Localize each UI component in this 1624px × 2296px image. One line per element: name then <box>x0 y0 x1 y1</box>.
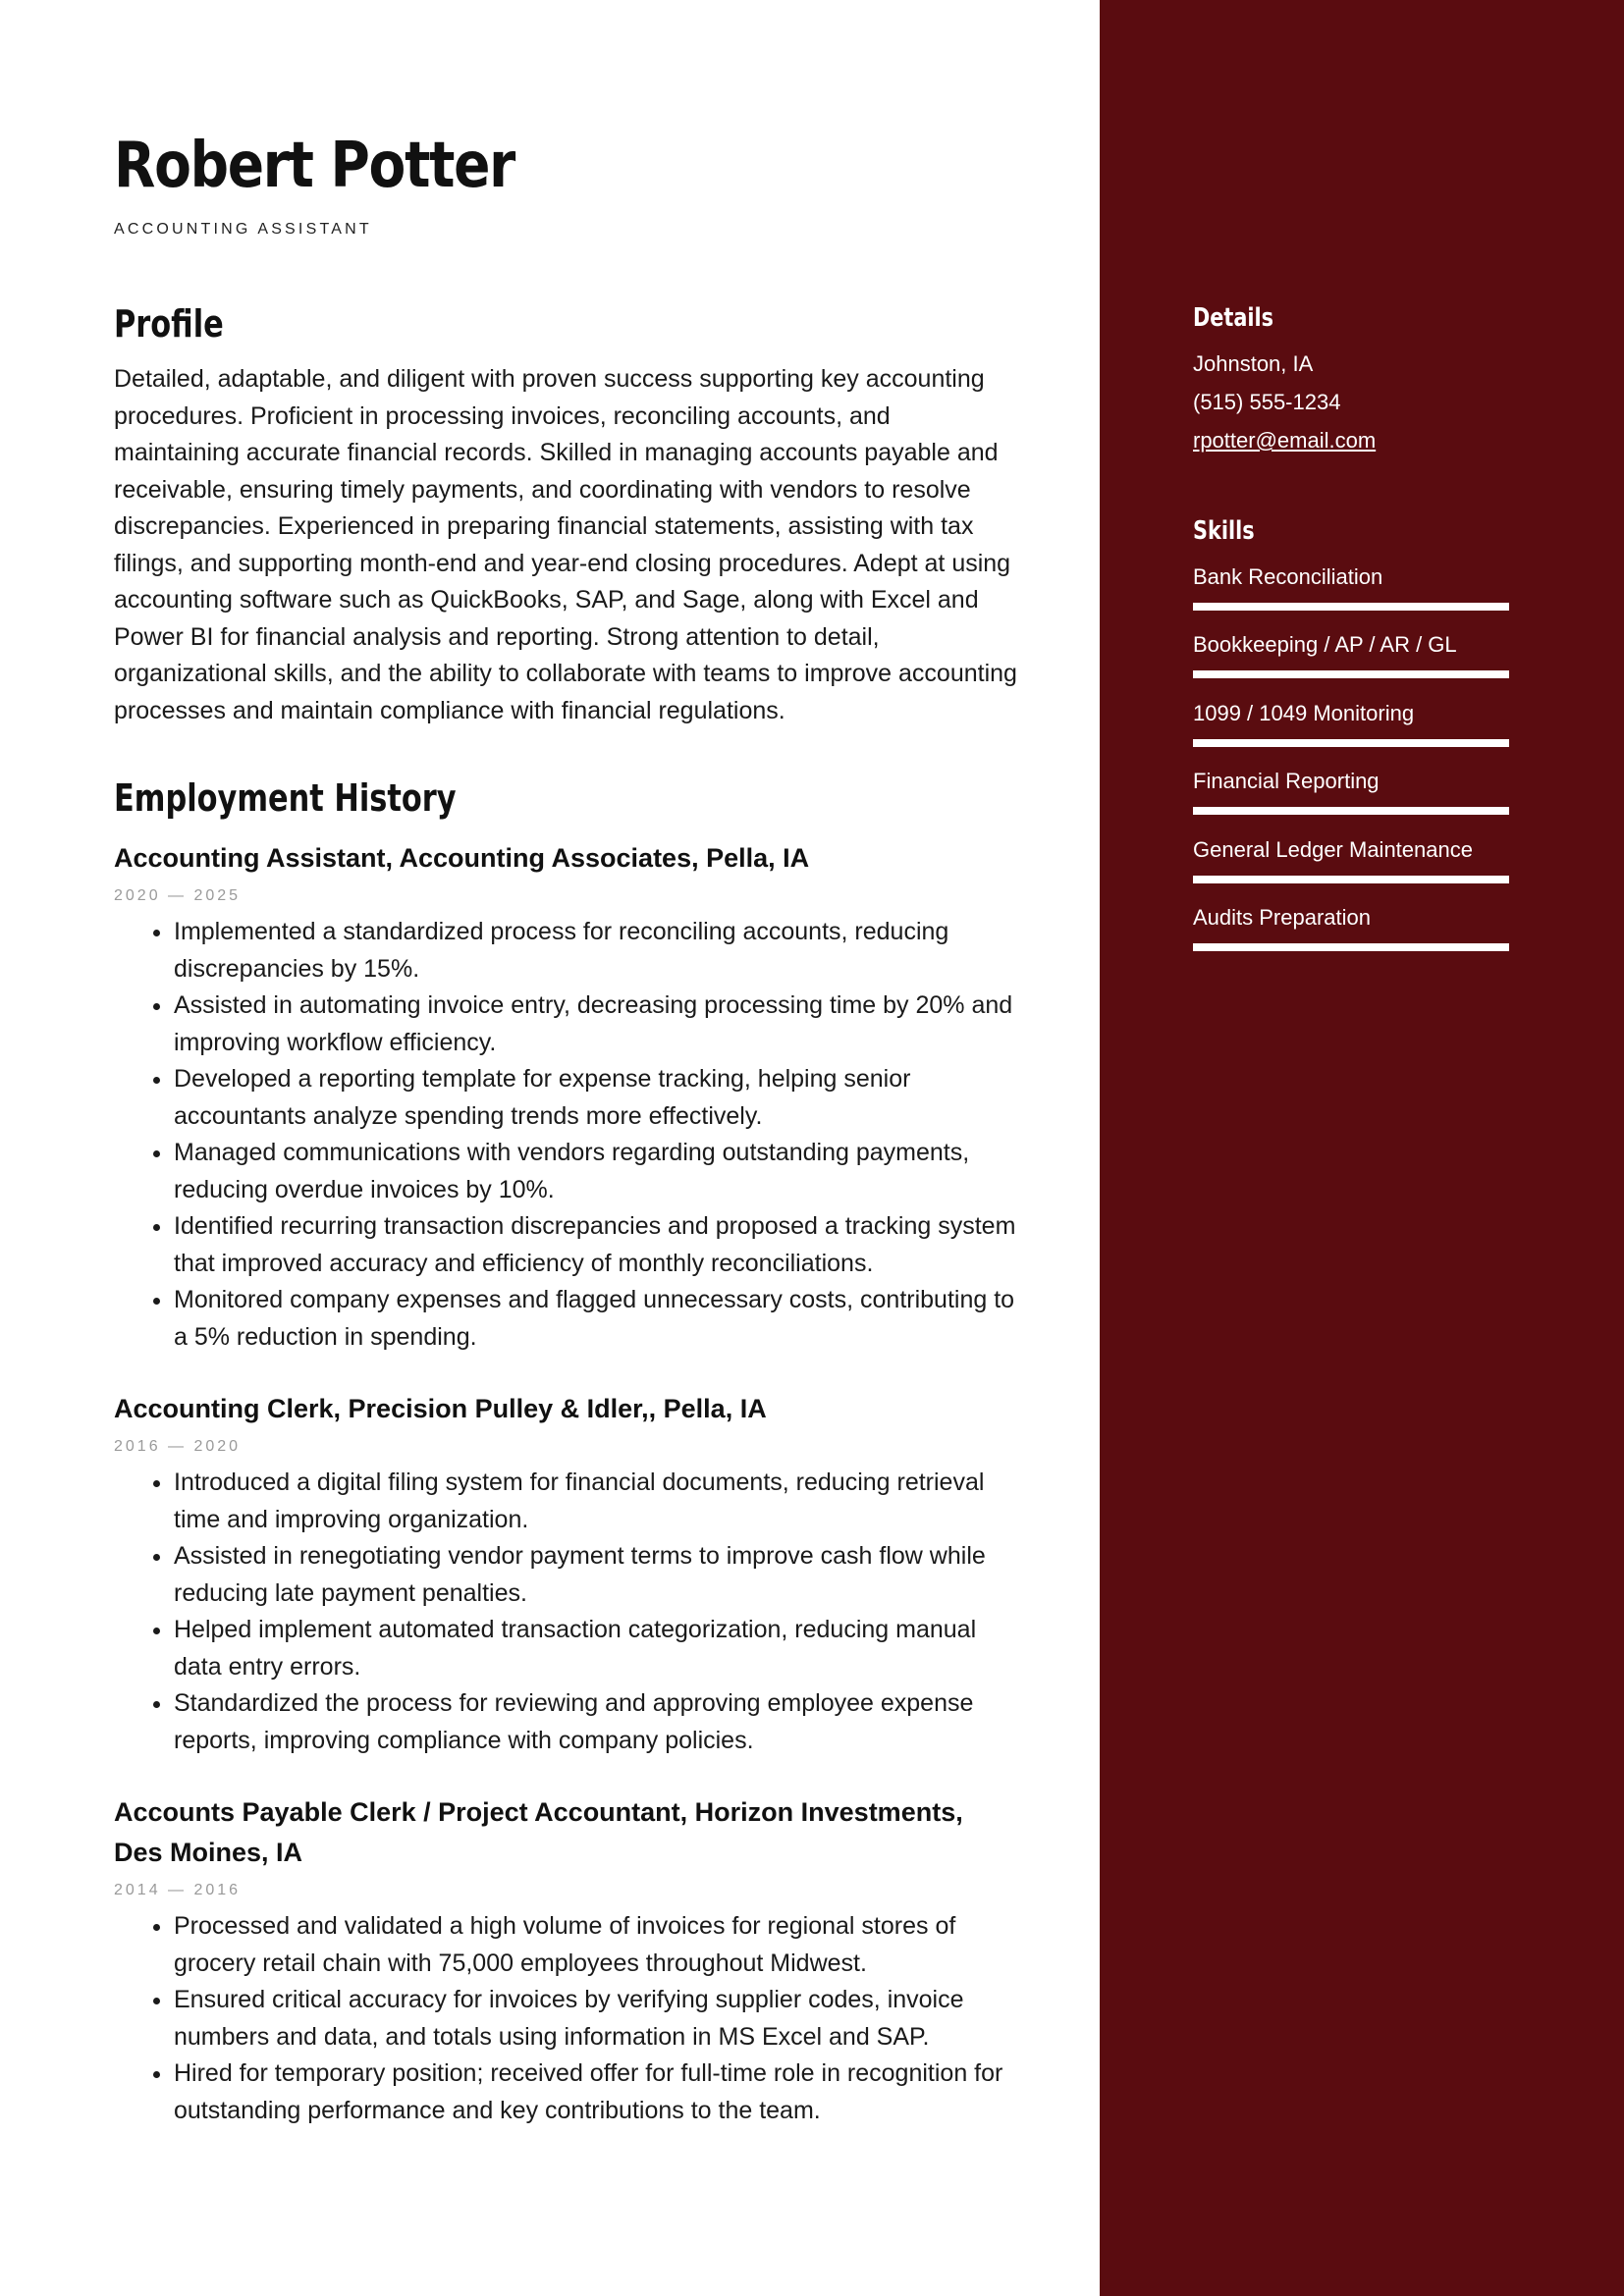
job-heading: Accounting Assistant, Accounting Associates, Pella, IA <box>114 843 810 873</box>
job-heading: Accounts Payable Clerk / Project Accountant, Horizon Investments, Des Moines, IA <box>114 1797 963 1867</box>
phone-text: (515) 555-1234 <box>1193 390 1341 414</box>
job-dates: 2020 — 2025 <box>114 887 242 904</box>
job-bullet: • Implemented a standardized process for reconciling accounts, reducing discrepancies by 15%. <box>174 914 1017 988</box>
job-bullet: • Processed and validated a high volume of invoices for regional stores of grocery retail chain with 75,000 employees throughout Midwest. <box>174 1908 1017 1982</box>
skill-name: 1099 / 1049 Monitoring <box>1193 701 1415 725</box>
job-bullet: • Assisted in automating invoice entry, decreasing processing time by 20% and improving workflow efficiency. <box>174 988 1017 1061</box>
job-dates: 2016 — 2020 <box>114 1438 242 1455</box>
skill-name: Audits Preparation <box>1193 905 1371 930</box>
skill-level-bar <box>1193 876 1509 883</box>
job-bullet: • Identified recurring transaction discrepancies and proposed a tracking system that improved accuracy and efficiency of monthly reconciliations. <box>174 1208 1017 1282</box>
profile-heading: Profile <box>114 302 224 346</box>
job-entry <box>114 1389 1017 1759</box>
skills-heading: Skills <box>1193 516 1255 546</box>
skill-level-bar <box>1193 739 1509 747</box>
job-bullet: • Monitored company expenses and flagged unnecessary costs, contributing to a 5% reduction in spending. <box>174 1282 1017 1356</box>
job-bullet: • Managed communications with vendors regarding outstanding payments, reducing overdue invoices by 10%. <box>174 1135 1017 1208</box>
skill-level-bar <box>1193 670 1509 678</box>
job-bullet: • Hired for temporary position; received offer for full-time role in recognition for outstanding performance and key contributions to the team. <box>174 2056 1017 2129</box>
skill-item <box>1193 630 1509 678</box>
job-heading: Accounting Clerk, Precision Pulley & Idler,, Pella, IA <box>114 1394 767 1423</box>
job-bullet: • Standardized the process for reviewing and approving employee expense reports, improving compliance with company policies. <box>174 1685 1017 1759</box>
job-dates: 2014 — 2016 <box>114 1882 242 1898</box>
skill-name: Bank Reconciliation <box>1193 564 1383 589</box>
skill-name: Bookkeeping / AP / AR / GL <box>1193 632 1457 657</box>
skill-item <box>1193 699 1509 747</box>
skill-name: General Ledger Maintenance <box>1193 837 1473 862</box>
job-entry <box>114 1792 1017 2129</box>
skill-level-bar <box>1193 943 1509 951</box>
job-bullet-list <box>114 914 1017 1356</box>
job-bullet-list <box>114 1908 1017 2129</box>
employment-heading: Employment History <box>114 776 457 820</box>
email-link[interactable]: rpotter@email.com <box>1193 428 1377 453</box>
skill-name: Financial Reporting <box>1193 769 1380 793</box>
job-bullet: • Ensured critical accuracy for invoices by verifying supplier codes, invoice numbers and data, and totals using information in MS Excel and SAP. <box>174 1982 1017 2056</box>
profile-text: Detailed, adaptable, and diligent with proven success supporting key accounting procedures. Proficient in processing invoices, reconciling accounts, and maintaining accurate financial records. Skilled in managing accounts payable and receivable, ensuring timely payments, and coordinating with vendors to resolve discrepancies. Experienced in preparing financial statements, assisting with tax filings, and supporting month-end and year-end closing procedures. Adept at using accounting software such as QuickBooks, SAP, and Sage, along with Excel and Power BI for financial analysis and reporting. Strong attention to detail, organizational skills, and the ability to collaborate with teams to improve accounting processes and maintain compliance with financial regulations. <box>114 365 1017 724</box>
job-bullet: • Helped implement automated transaction categorization, reducing manual data entry errors. <box>174 1612 1017 1685</box>
skill-level-bar <box>1193 807 1509 815</box>
job-bullet-list <box>114 1465 1017 1759</box>
job-bullet: • Introduced a digital filing system for financial documents, reducing retrieval time and improving organization. <box>174 1465 1017 1538</box>
job-bullet: • Assisted in renegotiating vendor payment terms to improve cash flow while reducing late payment penalties. <box>174 1538 1017 1612</box>
candidate-name: Robert Potter <box>114 130 515 202</box>
skill-item <box>1193 903 1509 951</box>
job-entry <box>114 838 1017 1356</box>
skill-item <box>1193 835 1509 883</box>
job-bullet: • Developed a reporting template for expense tracking, helping senior accountants analyze spending trends more effectively. <box>174 1061 1017 1135</box>
location-text: Johnston, IA <box>1193 351 1314 376</box>
job-title: ACCOUNTING ASSISTANT <box>114 221 372 238</box>
sidebar <box>1100 0 1624 2296</box>
skill-item <box>1193 767 1509 815</box>
skill-item <box>1193 562 1509 611</box>
skill-level-bar <box>1193 603 1509 611</box>
details-heading: Details <box>1193 303 1273 333</box>
